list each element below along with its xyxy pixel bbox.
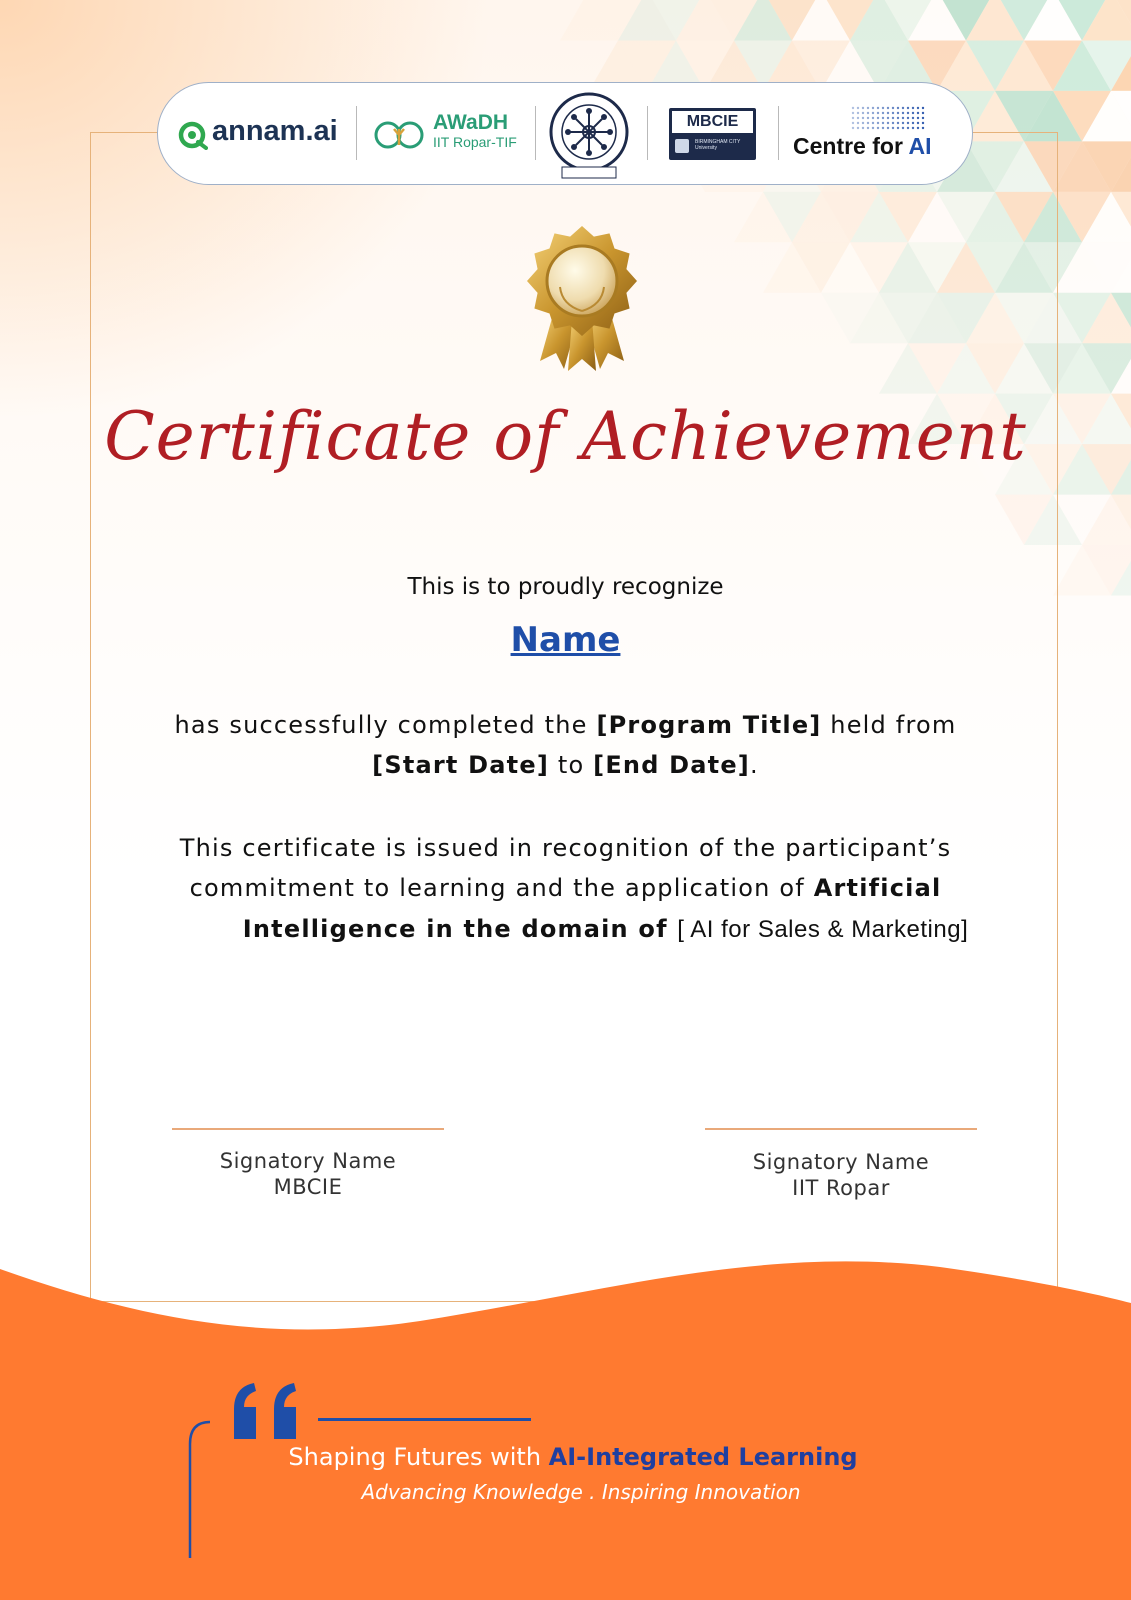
signature-line-mbcie xyxy=(172,1128,444,1130)
period: . xyxy=(749,751,759,779)
recognize-text: This is to proudly recognize xyxy=(407,574,724,600)
commitment-prefix: commitment to learning and the application of xyxy=(189,874,814,902)
logo-separator xyxy=(356,106,357,160)
signature-line-iit-ropar xyxy=(705,1128,977,1130)
artificial-word: Artificial xyxy=(813,874,942,902)
footer-tagline xyxy=(0,1443,1131,1471)
to-word: to xyxy=(549,751,594,779)
recognition-line: This certificate is issued in recognition of the participant’s xyxy=(179,834,952,862)
signatory-block-mbcie xyxy=(172,1148,444,1200)
completion-suffix: held from xyxy=(821,711,957,739)
mbcie-logo-subtitle: BIRMINGHAM CITY University xyxy=(695,139,741,151)
recipient-name: Name xyxy=(510,620,621,660)
signatory-org: IIT Ropar xyxy=(792,1176,890,1200)
annam-logo-text: annam.ai xyxy=(212,115,338,147)
start-date-placeholder: [Start Date] xyxy=(372,751,549,779)
centre-for-ai-dots-icon xyxy=(850,105,926,131)
signatory-name: Signatory Name xyxy=(219,1149,397,1173)
bcu-crest-icon xyxy=(675,139,689,153)
footer-wave-background xyxy=(0,1255,1131,1600)
signatory-org: MBCIE xyxy=(273,1175,343,1199)
program-title-placeholder: [Program Title] xyxy=(596,711,822,739)
signatory-block-iit-ropar xyxy=(705,1149,977,1201)
mbcie-logo-title: MBCIE xyxy=(672,111,753,133)
awadh-logo-title: AWaDH xyxy=(433,111,509,134)
logo-separator xyxy=(535,106,536,160)
centre-for-ai-logo xyxy=(793,133,931,160)
domain-prefix: Intelligence in the domain of xyxy=(242,915,678,943)
footer-subtagline: Advancing Knowledge . Inspiring Innovation xyxy=(361,1480,801,1504)
iit-ropar-seal-logo xyxy=(548,91,630,181)
mbcie-logo xyxy=(669,108,756,160)
centre-for-ai-prefix: Centre for xyxy=(793,133,909,159)
signatory-name: Signatory Name xyxy=(752,1150,930,1174)
logo-separator xyxy=(778,106,779,160)
commitment-line xyxy=(0,874,1131,902)
awadh-logo-icon xyxy=(374,115,430,155)
gold-medal-icon xyxy=(522,219,642,375)
tagline-emphasis: AI-Integrated Learning xyxy=(548,1443,858,1471)
end-date-placeholder: [End Date] xyxy=(593,751,750,779)
domain-placeholder: [ AI for Sales & Marketing] xyxy=(677,916,969,943)
date-range-line xyxy=(0,751,1131,779)
domain-line xyxy=(40,915,1131,944)
quote-mark-icon xyxy=(226,1383,306,1439)
logo-separator xyxy=(647,106,648,160)
annam-logo-icon xyxy=(178,120,208,150)
centre-for-ai-accent: AI xyxy=(908,133,932,159)
quote-rule-line xyxy=(318,1418,531,1421)
completion-prefix: has successfully completed the xyxy=(174,711,597,739)
awadh-logo-subtitle: IIT Ropar-TIF xyxy=(433,134,517,150)
tagline-prefix: Shaping Futures with xyxy=(288,1443,549,1471)
completion-line xyxy=(0,711,1131,739)
certificate-title: Certificate of Achievement xyxy=(104,398,1027,475)
